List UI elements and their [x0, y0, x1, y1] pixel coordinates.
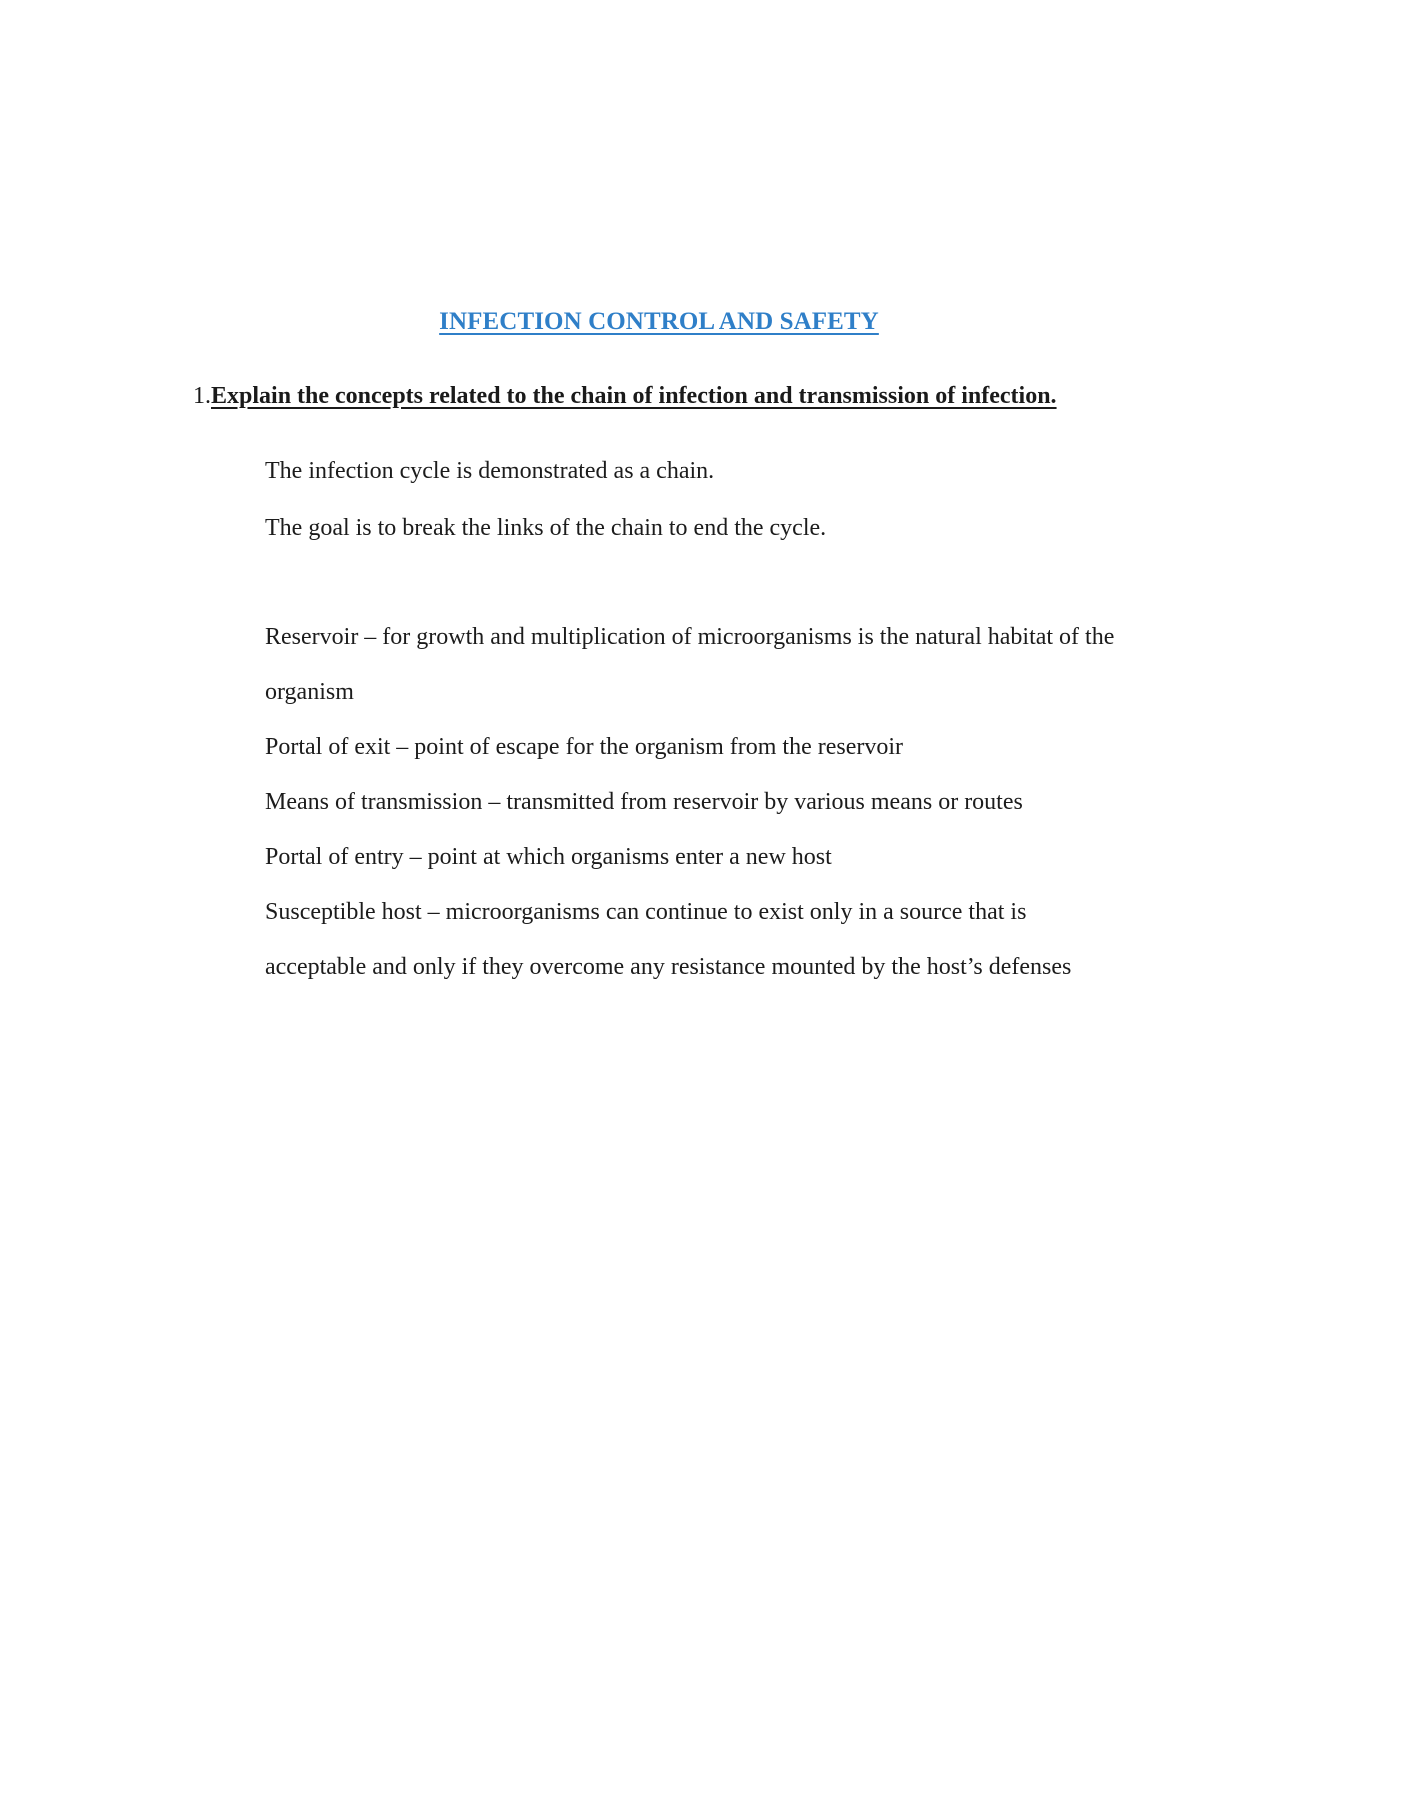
chain-line-susceptible-host-cont: acceptable and only if they overcome any resistance mounted by the host’s defenses [265, 954, 1072, 980]
chain-line-means-of-transmission: Means of transmission – transmitted from reservoir by various means or routes [265, 789, 1023, 815]
chain-line-reservoir: Reservoir – for growth and multiplication of microorganisms is the natural habitat of the [265, 624, 1115, 650]
question-number: 1. [193, 383, 211, 409]
chain-line-portal-of-entry: Portal of entry – point at which organisms enter a new host [265, 844, 832, 870]
chain-line-reservoir-cont: organism [265, 679, 354, 705]
document-title: INFECTION CONTROL AND SAFETY [439, 308, 879, 335]
chain-line-portal-of-exit: Portal of exit – point of escape for the organism from the reservoir [265, 734, 904, 760]
question-heading [193, 383, 1057, 410]
question-text: Explain the concepts related to the chain of infection and transmission of infection. [211, 383, 1057, 409]
intro-line: The goal is to break the links of the chain to end the cycle. [265, 515, 827, 541]
chain-line-susceptible-host: Susceptible host – microorganisms can continue to exist only in a source that is [265, 899, 1027, 925]
intro-line: The infection cycle is demonstrated as a chain. [265, 458, 715, 484]
